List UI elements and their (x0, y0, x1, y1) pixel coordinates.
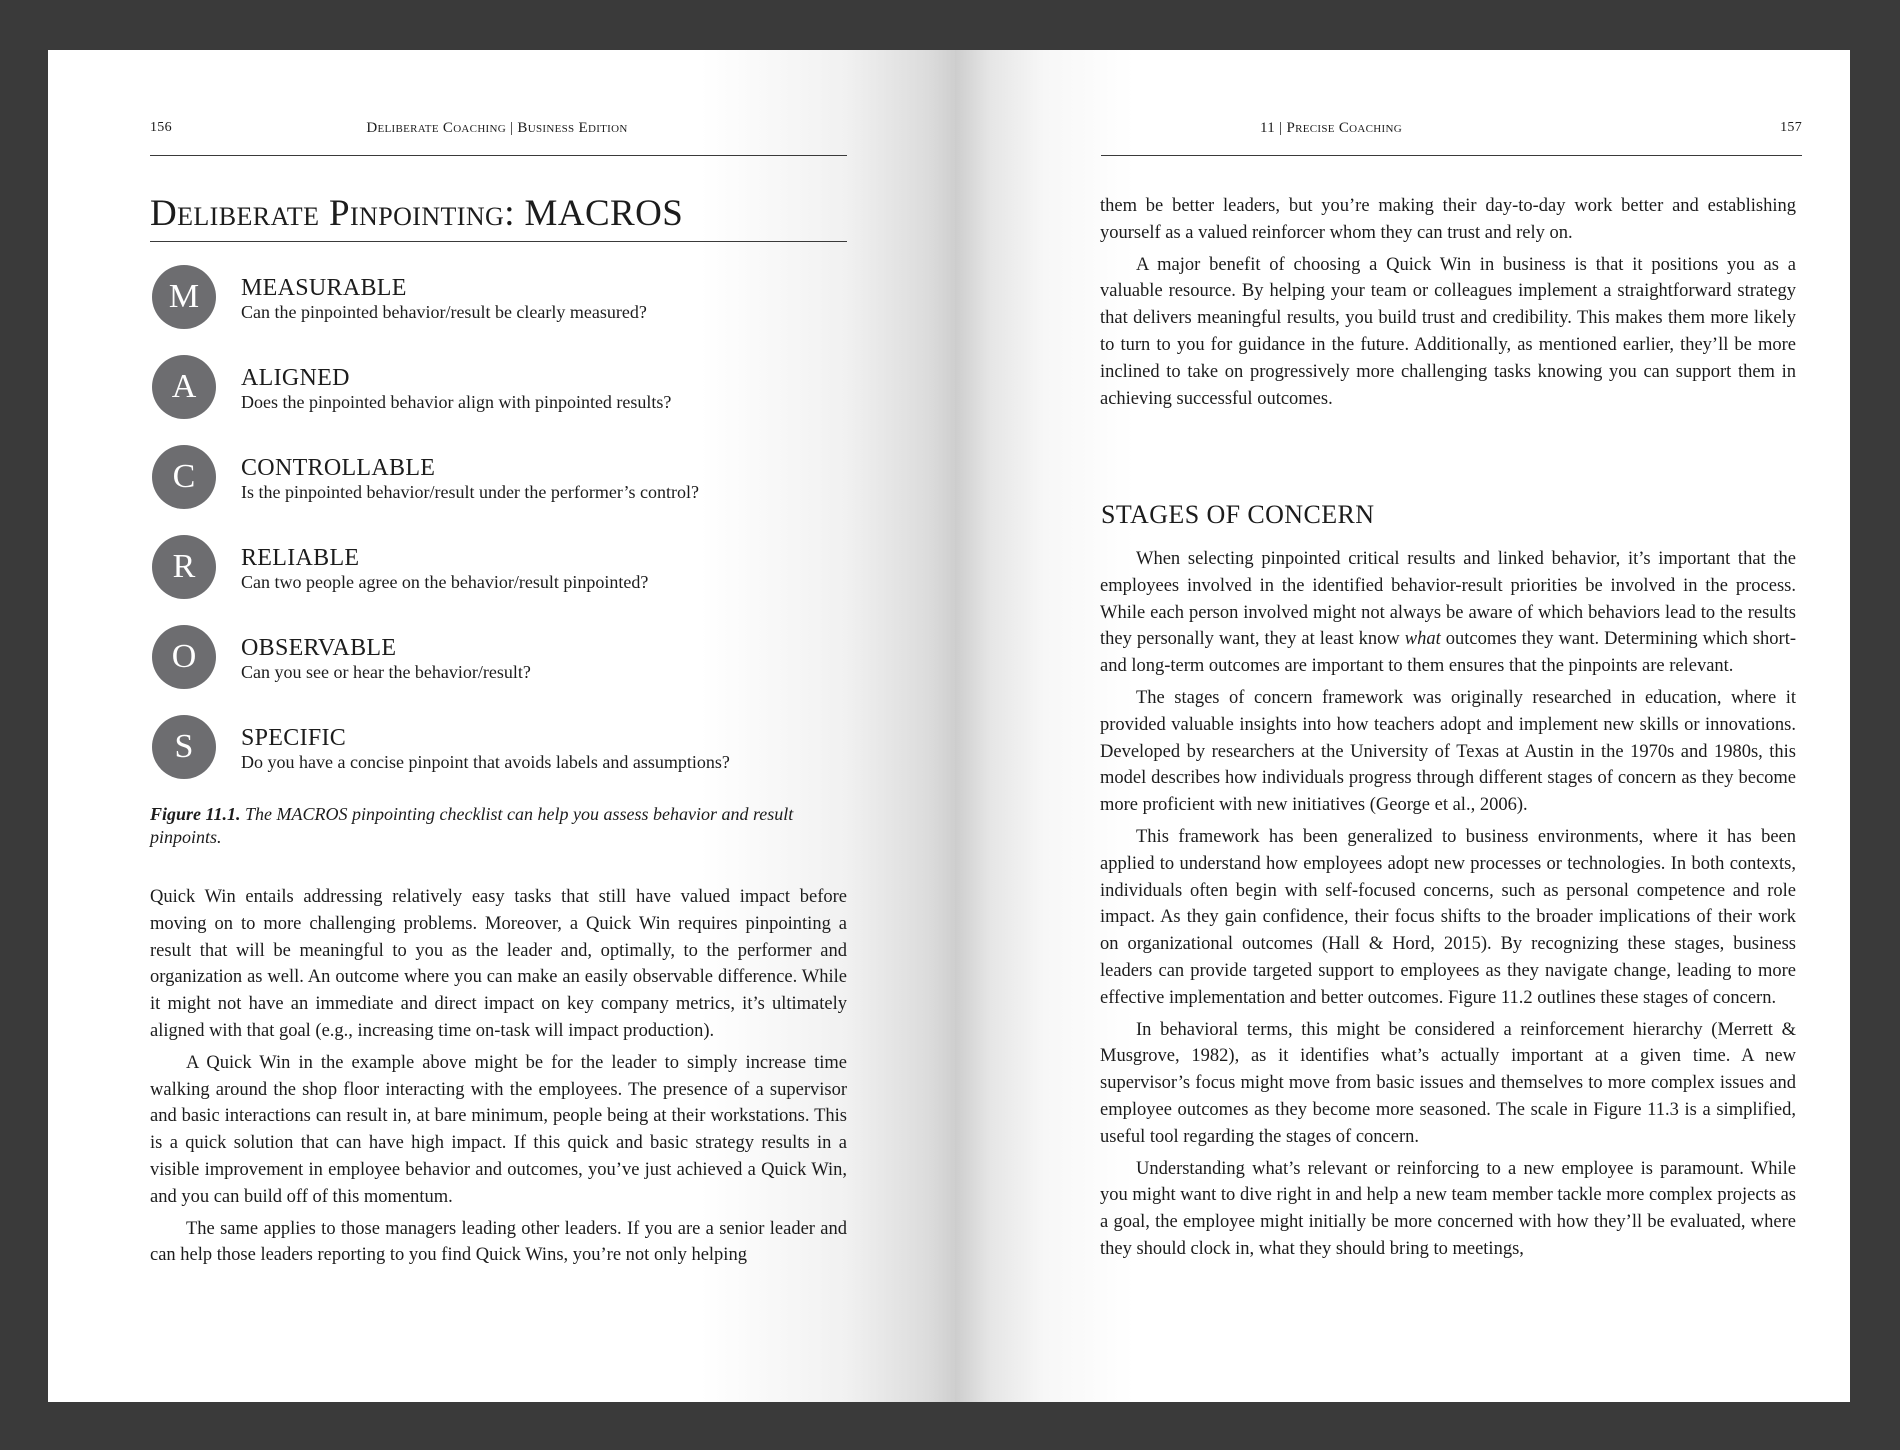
body-paragraph: Quick Win entails addressing relatively easy tasks that still have valued impact before moving on to more challenging problems. Moreover, a Quick Win requires pinpointing a result that will be meaningful to you as the leader and, optimally, to the performer and organization as well. An outcome where you can make an easily observable difference. While it might not have an immediate and direct impact on key company metrics, it’s ultimately aligned with that goal (e.g., increasing time on-task will impact production). (150, 887, 847, 1041)
body-paragraph: In behavioral terms, this might be considered a reinforcement hierarchy (Merrett & Musgrove, 1982), as it identifies what’s actually important at a given time. A new supervisor’s focus might move from basic issues and themselves to more complex issues and employee outcomes as they become more seasoned. The scale in Figure 11.3 is a simplified, useful tool regarding the stages of concern. (1100, 1019, 1796, 1147)
right-body-text-top (1100, 193, 1796, 417)
chapter-title-rule (150, 241, 847, 242)
macros-item-question: Is the pinpointed behavior/result under the performer’s control? (241, 482, 700, 502)
macros-letter-circle: S (152, 715, 216, 779)
macros-item-title: RELIABLE (241, 545, 360, 571)
body-text-run: outcomes they want. Determining which short- and long-term outcomes are important to them ensures that the pinpoints are relevant. (1100, 629, 1796, 677)
figure-caption-label: Figure 11.1. (150, 804, 241, 824)
macros-item-question: Can you see or hear the behavior/result? (241, 662, 531, 682)
right-page-number: 157 (1780, 120, 1802, 135)
right-body-text (1100, 546, 1796, 1268)
macros-letter-circle: R (152, 535, 216, 599)
body-paragraph: A Quick Win in the example above might be for the leader to simply increase time walking around the shop floor interacting with the employees. The presence of a supervisor and basic interactions can result in, at bare minimum, people being at their workstations. This is a quick solution that can have high impact. If this quick and basic strategy results in a visible improvement in employee behavior and outcomes, you’ve just achieved a Quick Win, and you can build off of this momentum. (150, 1052, 847, 1207)
macros-item-observable (152, 625, 852, 697)
macros-item-question: Do you have a concise pinpoint that avoids labels and assumptions? (241, 752, 730, 772)
body-paragraph: A major benefit of choosing a Quick Win in business is that it positions you as a valuable resource. By helping your team or colleagues implement a straightforward strategy that delivers meaningful results, you build trust and credibility. This makes them more likely to turn to you for guidance in the future. Additionally, as mentioned earlier, they’ll be more inclined to take on progressively more challenging tasks knowing you can support them in achieving successful outcomes. (1100, 254, 1796, 409)
macros-item-question: Can the pinpointed behavior/result be clearly measured? (241, 302, 647, 322)
body-paragraph: The same applies to those managers leading other leaders. If you are a senior leader and can help those leaders reporting to you find Quick Wins, you’re not only helping (150, 1218, 847, 1266)
macros-item-title: SPECIFIC (241, 725, 347, 751)
section-title: STAGES OF CONCERN (1101, 500, 1375, 529)
macros-item-measurable (152, 265, 852, 337)
macros-letter-circle: A (152, 355, 216, 419)
macros-letter-circle: C (152, 445, 216, 509)
chapter-title (150, 192, 845, 235)
body-paragraph: This framework has been generalized to business environments, where it has been applied to understand how employees adopt new processes or technologies. In both contexts, individuals often begin with self-focused concerns, such as personal competence and role impact. As they gain confidence, their focus shifts to the broader implications of their work on organizational outcomes (Hall & Hord, 2015). By recognizing these stages, business leaders can provide targeted support to employees as they navigate change, leading to more effective implementation and better outcomes. Figure 11.2 outlines these stages of concern. (1100, 826, 1796, 1008)
body-paragraph (1100, 546, 1796, 680)
left-running-head (300, 120, 694, 137)
macros-letter-circle: M (152, 265, 216, 329)
body-text-run: When selecting pinpointed critical results and linked behavior, it’s important that the employees involved in the identified behavior-result priorities be involved in the process. While each person involved might not always be aware of which behaviors lead to the results they personally want, they at least know (1100, 549, 1796, 650)
macros-item-specific (152, 715, 852, 787)
right-running-head-text: 11 | Precise Coaching (1260, 120, 1402, 136)
figure-caption-text: The MACROS pinpointing checklist can help you assess behavior and result pinpoints. (150, 804, 794, 847)
macros-item-title: OBSERVABLE (241, 635, 397, 661)
right-running-head (1191, 120, 1471, 137)
macros-item-title: CONTROLLABLE (241, 455, 436, 481)
macros-item-question: Does the pinpointed behavior align with pinpointed results? (241, 392, 672, 412)
left-page (48, 50, 955, 1402)
macros-item-question: Can two people agree on the behavior/result pinpointed? (241, 572, 649, 592)
macros-item-title: MEASURABLE (241, 275, 407, 301)
macros-item-reliable (152, 535, 852, 607)
macros-item-controllable (152, 445, 852, 517)
body-paragraph: The stages of concern framework was originally researched in education, where it provided valuable insights into how teachers adopt and implement new skills or innovations. Developed by researchers at the University of Texas at Austin in the 1970s and 1980s, this model describes how individuals progress through different stages of concern as they become more proficient with new initiatives (George et al., 2006). (1100, 687, 1796, 816)
body-paragraph: Understanding what’s relevant or reinforcing to a new employee is paramount. While you might want to dive right in and help a new team member tackle more complex projects as a goal, the employee might initially be more concerned with how they’ll be evaluated, where they should clock in, what they should bring to meetings, (1100, 1158, 1796, 1259)
book-spread (48, 50, 1850, 1402)
body-text-emphasis: what (1404, 629, 1441, 650)
body-paragraph: them be better leaders, but you’re making their day-to-day work better and establishing yourself as a valued reinforcer whom they can trust and rely on. (1100, 196, 1796, 243)
right-header-rule (1101, 155, 1802, 156)
left-body-text (150, 884, 847, 1274)
left-page-number: 156 (150, 120, 172, 135)
macros-item-title: ALIGNED (241, 365, 350, 391)
macros-item-aligned (152, 355, 852, 427)
macros-letter-circle: O (152, 625, 216, 689)
chapter-title-text: Deliberate Pinpointing: MACROS (150, 193, 684, 234)
left-header-rule (150, 155, 847, 156)
left-running-head-text: Deliberate Coaching | Business Edition (366, 120, 628, 136)
figure-caption (150, 803, 847, 849)
